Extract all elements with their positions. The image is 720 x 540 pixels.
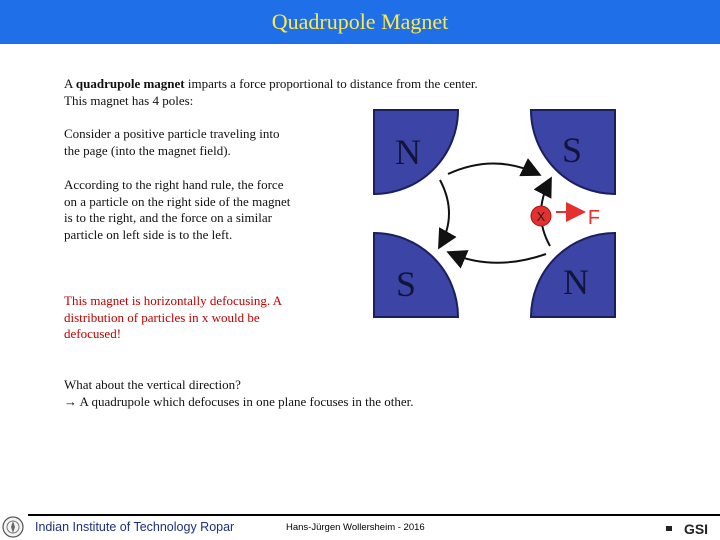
question-line: What about the vertical direction? (64, 377, 241, 392)
pole-label-top-left: N (395, 132, 421, 172)
particle-symbol: X (536, 209, 546, 224)
pole-label-bottom-right: N (563, 262, 589, 302)
right-hand-rule-paragraph: According to the right hand rule, the force on a particle on the right side of the magnet is to the right, and the force on a similar particle on left side is to the left. (64, 177, 291, 242)
intro-line-2: This magnet has 4 poles: (64, 92, 194, 108)
intro-bold-term: quadrupole magnet (75, 76, 185, 91)
particle-paragraph: Consider a positive particle traveling into the page (into the magnet field). (64, 126, 280, 158)
answer-line: → A quadrupole which defocuses in one plane focuses in the other. (64, 393, 414, 409)
vertical-question-paragraph (64, 377, 514, 410)
footer-author: Hans-Jürgen Wollersheim - 2016 (286, 522, 425, 533)
defocusing-paragraph: This magnet is horizontally defocusing. A distribution of particles in x would be defocused! (64, 293, 282, 341)
gsi-logo-icon (664, 517, 718, 537)
intro-paragraph: A quadrupole magnet imparts a force proportional to distance from the center. This magnet has 4 poles: (64, 76, 478, 108)
footer-institution: Indian Institute of Technology Ropar (35, 520, 235, 534)
footer-divider (28, 514, 720, 516)
slide-title: Quadrupole Magnet (271, 9, 449, 34)
quadrupole-diagram (372, 108, 617, 319)
force-label: F (587, 207, 601, 229)
pole-label-top-right: S (561, 130, 583, 170)
pole-label-bottom-left: S (395, 264, 417, 304)
institute-seal-icon (2, 516, 24, 538)
gsi-logo-text: GSI (683, 521, 709, 537)
